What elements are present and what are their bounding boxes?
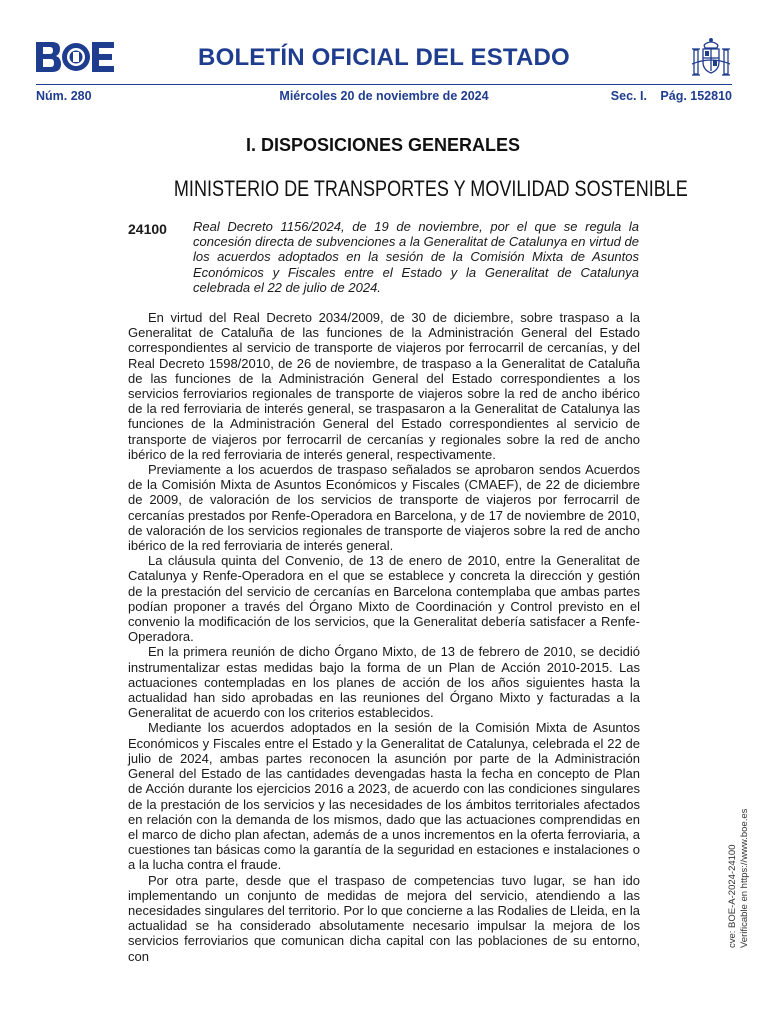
spanish-coat-of-arms-icon (689, 36, 733, 80)
document-body (128, 310, 640, 964)
ministry-title: MINISTERIO DE TRANSPORTES Y MOVILIDAD SOSTENIBLE (173, 176, 688, 201)
paragraph: Por otra parte, desde que el traspaso de competencias tuvo lugar, se han ido implementando un conjunto de medidas de mejora del servicio, atendiendo a las necesidades singulares del territorio. Por lo que concierne a las Rodalies de Lleida, en la actualidad se ha considerado absolutamente necesario impulsar la mejora de los servicios ferroviarios que comunican dicha capital con las poblaciones de su entorno, con (128, 872, 640, 964)
paragraph: La cláusula quinta del Convenio, de 13 de enero de 2010, entre la Generalitat de Catalunya y Renfe-Operadora en el que se establece y concreta la dirección y gestión de la prestación del servicio de cercanías en Barcelona contemplaba que ambas partes podían proponer a través del Órgano Mixto de Coordinación y Control previsto en el convenio la modificación de los servicios, que la Generalitat debería satisfacer a Renfe-Operadora. (128, 553, 640, 645)
issue-number: Núm. 280 (36, 89, 92, 103)
verification-note (727, 808, 751, 948)
verification-link[interactable]: Verificable en https://www.boe.es (739, 808, 750, 948)
header-rule (36, 84, 732, 85)
bulletin-title: BOLETÍN OFICIAL DEL ESTADO (198, 44, 570, 71)
paragraph: En la primera reunión de dicho Órgano Mixto, de 13 de febrero de 2010, se decidió instrumentalizar estas medidas bajo la forma de un Plan de Acción 2010-2015. Las actuaciones contempladas en los planes de acción de los años siguientes hasta la actualidad han sido aprobadas en las reuniones del Órgano Mixto y facturadas a la Generalitat de acuerdo con los criterios establecidos. (128, 644, 640, 721)
section-label: Sec. I. (610, 89, 647, 103)
paragraph: Previamente a los acuerdos de traspaso señalados se aprobaron sendos Acuerdos de la Comisión Mixta de Asuntos Económicos y Fiscales (CMAEF), de 22 de diciembre de 2009, de valoración de los servicios de transporte de viajeros por ferrocarril de cercanías prestados por Renfe-Operadora en Barcelona, y de 17 de noviembre de 2010, de valoración de los servicios regionales de transporte de viajeros sobre la red de ancho ibérico de la red ferroviaria de interés general. (128, 462, 640, 554)
cve-code: cve: BOE-A-2024-24100 (727, 844, 738, 948)
section-title: I. DISPOSICIONES GENERALES (245, 135, 521, 155)
issue-date: Miércoles 20 de noviembre de 2024 (279, 89, 489, 103)
boe-logo-icon (36, 42, 114, 72)
page-reference (601, 89, 732, 103)
document-number: 24100 (128, 221, 167, 237)
document-summary: Real Decreto 1156/2024, de 19 de noviembre, por el que se regula la concesión directa de subvenciones a la Generalitat de Catalunya en virtud de los acuerdos adoptados en la sesión de la Comisión Mixta de Asuntos Económicos y Fiscales entre el Estado y la Generalitat de Catalunya celebrada el 22 de julio de 2024. (193, 219, 639, 295)
paragraph: En virtud del Real Decreto 2034/2009, de 30 de diciembre, sobre traspaso a la Generalitat de Cataluña de las funciones de la Administración General del Estado correspondientes al servicio de transporte de viajeros por ferrocarril de cercanías, y del Real Decreto 1598/2010, de 26 de noviembre, de traspaso a la Generalitat de Cataluña de las funciones de la Administración General del Estado correspondientes a los servicios ferroviarios regionales de transporte de viajeros sobre la red de ancho ibérico de la red ferroviaria de interés general, se traspasaron a la Generalitat de Catalunya las funciones de la Administración General del Estado correspondientes al servicio de transporte de viajeros por ferrocarril de cercanías y regionales sobre la red de ancho ibérico de la red ferroviaria de interés general, respectivamente. (128, 310, 640, 462)
page-number: Pág. 152810 (660, 89, 732, 103)
paragraph: Mediante los acuerdos adoptados en la sesión de la Comisión Mixta de Asuntos Económicos y Fiscales entre el Estado y la Generalitat de Catalunya, celebrada el 22 de julio de 2024, ambas partes reconocen la asunción por parte de la Administración General del Estado de las cantidades devengadas hasta la fecha en concepto de Plan de Acción durante los ejercicios 2016 a 2023, de acuerdo con las condiciones singulares de la prestación de los servicios y las necesidades de los ámbitos territoriales afectados en relación con la demanda de los mismos, dado que las actuaciones comprendidas en el marco de dicho plan afectan, además de a unos incrementos en la oferta ferroviaria, a cuestiones tan básicas como la garantía de la seguridad en estaciones e instalaciones o a la lucha contra el fraude. (128, 720, 640, 873)
